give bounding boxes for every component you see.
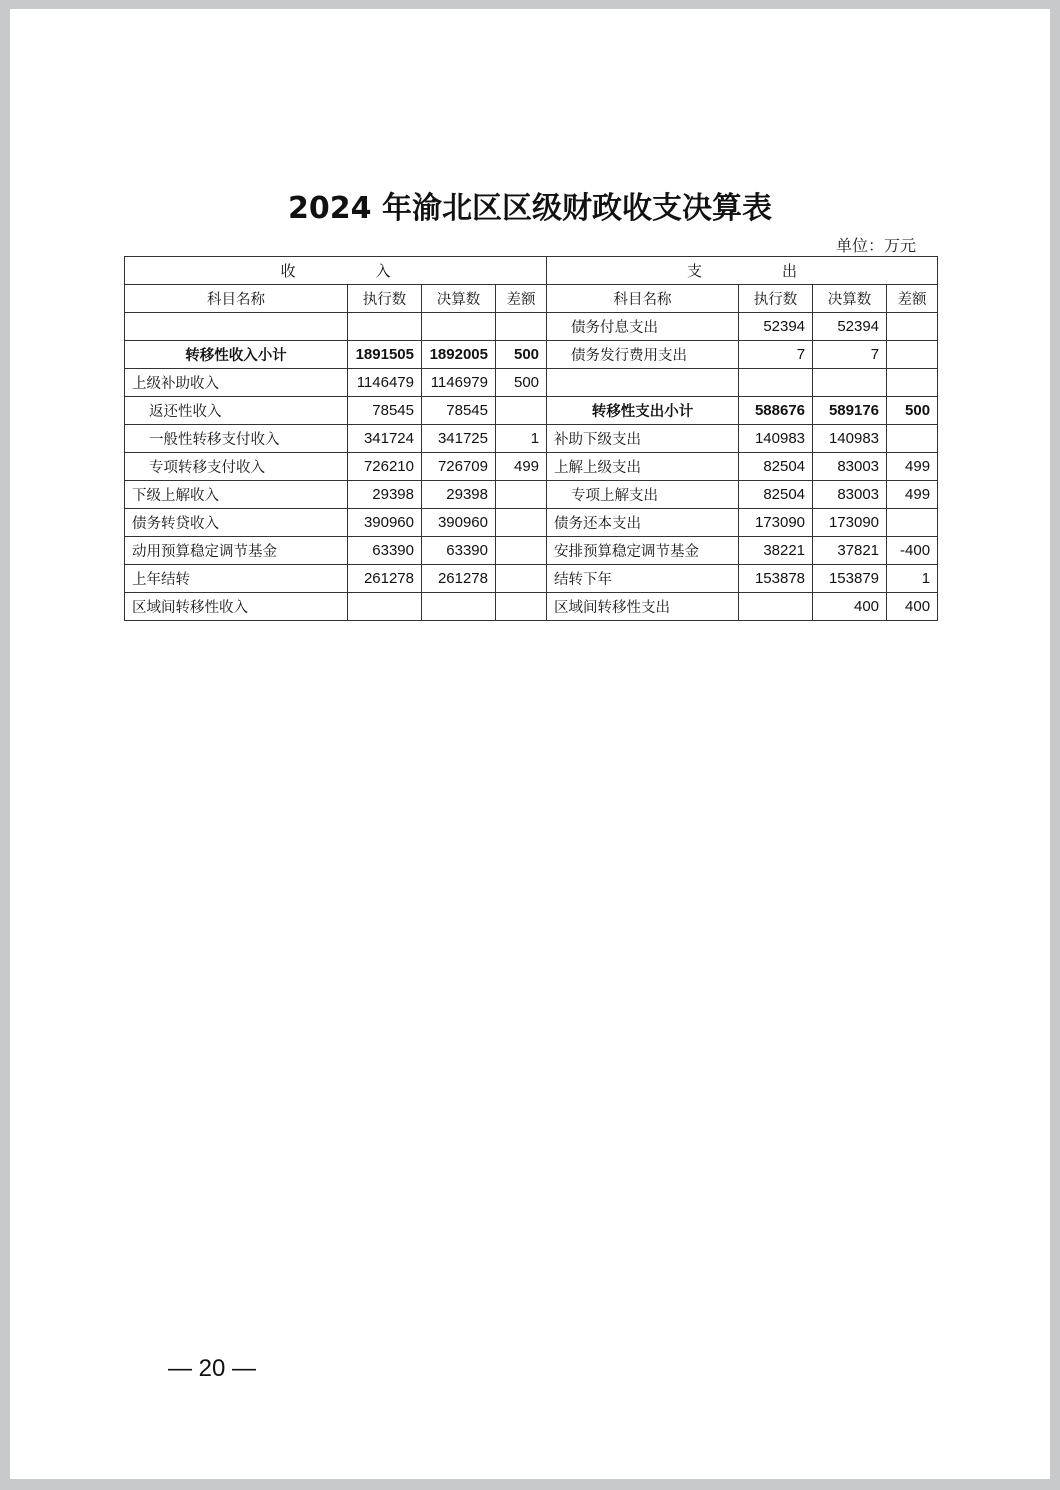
budget-table — [124, 256, 938, 621]
income-header-char-1: 收 — [280, 262, 296, 280]
column-header-row — [125, 285, 938, 313]
cell-out-exec — [739, 369, 813, 397]
cell-out-exec: 173090 — [739, 509, 813, 537]
cell-out-final: 140983 — [813, 425, 887, 453]
cell-in-final: 341725 — [422, 425, 496, 453]
cell-out-diff — [887, 425, 938, 453]
table-row — [125, 593, 938, 621]
table-row — [125, 425, 938, 453]
cell-out-final: 83003 — [813, 481, 887, 509]
cell-out-final: 589176 — [813, 397, 887, 425]
cell-out-diff: 499 — [887, 481, 938, 509]
cell-out-diff — [887, 313, 938, 341]
section-header-row — [125, 257, 938, 285]
cell-out-final: 153879 — [813, 565, 887, 593]
cell-out-final: 37821 — [813, 537, 887, 565]
cell-in-exec: 1891505 — [348, 341, 422, 369]
expense-section-header — [547, 257, 938, 285]
cell-out-exec: 140983 — [739, 425, 813, 453]
cell-in-final — [422, 593, 496, 621]
cell-in-exec — [348, 593, 422, 621]
cell-in-diff — [496, 509, 547, 537]
cell-in-exec: 63390 — [348, 537, 422, 565]
cell-out-name — [547, 369, 739, 397]
cell-in-diff: 500 — [496, 341, 547, 369]
cell-in-diff — [496, 593, 547, 621]
cell-in-exec — [348, 313, 422, 341]
cell-in-exec: 78545 — [348, 397, 422, 425]
cell-out-final: 173090 — [813, 509, 887, 537]
page-sheet — [10, 9, 1050, 1479]
cell-out-name: 补助下级支出 — [547, 425, 739, 453]
income-header-char-2: 入 — [375, 262, 391, 280]
cell-out-name: 转移性支出小计 — [547, 397, 739, 425]
cell-out-name: 安排预算稳定调节基金 — [547, 537, 739, 565]
cell-in-diff — [496, 397, 547, 425]
cell-out-diff: 400 — [887, 593, 938, 621]
cell-in-final: 63390 — [422, 537, 496, 565]
table-row — [125, 565, 938, 593]
table-row — [125, 397, 938, 425]
table-row — [125, 453, 938, 481]
cell-in-final: 261278 — [422, 565, 496, 593]
cell-in-exec: 726210 — [348, 453, 422, 481]
cell-out-exec: 588676 — [739, 397, 813, 425]
cell-in-name: 上级补助收入 — [125, 369, 348, 397]
col-header-expense-final: 决算数 — [813, 285, 887, 313]
cell-out-final: 52394 — [813, 313, 887, 341]
cell-in-name: 返还性收入 — [125, 397, 348, 425]
cell-out-name: 债务付息支出 — [547, 313, 739, 341]
cell-in-final: 390960 — [422, 509, 496, 537]
cell-out-final: 83003 — [813, 453, 887, 481]
cell-out-final: 7 — [813, 341, 887, 369]
cell-out-name: 专项上解支出 — [547, 481, 739, 509]
cell-in-final: 1146979 — [422, 369, 496, 397]
cell-out-diff — [887, 369, 938, 397]
cell-out-exec: 82504 — [739, 453, 813, 481]
table-row — [125, 313, 938, 341]
cell-out-name: 结转下年 — [547, 565, 739, 593]
cell-in-name: 一般性转移支付收入 — [125, 425, 348, 453]
unit-label: 单位：万元 — [835, 236, 916, 255]
cell-out-diff — [887, 341, 938, 369]
col-header-income-name: 科目名称 — [125, 285, 348, 313]
cell-in-name: 区域间转移性收入 — [125, 593, 348, 621]
cell-in-diff: 500 — [496, 369, 547, 397]
col-header-income-exec: 执行数 — [348, 285, 422, 313]
cell-in-diff — [496, 565, 547, 593]
cell-out-name: 债务还本支出 — [547, 509, 739, 537]
cell-out-exec: 82504 — [739, 481, 813, 509]
col-header-income-final: 决算数 — [422, 285, 496, 313]
cell-in-exec: 29398 — [348, 481, 422, 509]
cell-out-exec — [739, 593, 813, 621]
table-row — [125, 509, 938, 537]
cell-in-diff — [496, 481, 547, 509]
cell-in-exec: 261278 — [348, 565, 422, 593]
cell-in-exec: 1146479 — [348, 369, 422, 397]
col-header-income-diff: 差额 — [496, 285, 547, 313]
cell-in-exec: 341724 — [348, 425, 422, 453]
cell-out-exec: 7 — [739, 341, 813, 369]
cell-in-name — [125, 313, 348, 341]
cell-out-name: 区域间转移性支出 — [547, 593, 739, 621]
col-header-expense-name: 科目名称 — [547, 285, 739, 313]
cell-in-final: 29398 — [422, 481, 496, 509]
cell-out-exec: 38221 — [739, 537, 813, 565]
cell-in-final: 726709 — [422, 453, 496, 481]
cell-in-diff: 499 — [496, 453, 547, 481]
cell-in-name: 动用预算稳定调节基金 — [125, 537, 348, 565]
cell-in-diff — [496, 537, 547, 565]
col-header-expense-diff: 差额 — [887, 285, 938, 313]
cell-in-diff: 1 — [496, 425, 547, 453]
col-header-expense-exec: 执行数 — [739, 285, 813, 313]
cell-out-final: 400 — [813, 593, 887, 621]
cell-out-diff: 500 — [887, 397, 938, 425]
table-row — [125, 369, 938, 397]
cell-in-exec: 390960 — [348, 509, 422, 537]
cell-in-final — [422, 313, 496, 341]
cell-in-name: 专项转移支付收入 — [125, 453, 348, 481]
cell-in-final: 78545 — [422, 397, 496, 425]
cell-out-final — [813, 369, 887, 397]
table-row — [125, 341, 938, 369]
table-row — [125, 481, 938, 509]
cell-out-name: 债务发行费用支出 — [547, 341, 739, 369]
cell-out-diff: -400 — [887, 537, 938, 565]
cell-in-name: 上年结转 — [125, 565, 348, 593]
cell-out-diff — [887, 509, 938, 537]
expense-header-char-1: 支 — [687, 262, 703, 280]
cell-in-final: 1892005 — [422, 341, 496, 369]
cell-in-name: 债务转贷收入 — [125, 509, 348, 537]
document-title: 2024 年渝北区区级财政收支决算表 — [288, 191, 772, 226]
cell-in-diff — [496, 313, 547, 341]
cell-out-diff: 499 — [887, 453, 938, 481]
cell-in-name: 下级上解收入 — [125, 481, 348, 509]
cell-in-name: 转移性收入小计 — [125, 341, 348, 369]
cell-out-diff: 1 — [887, 565, 938, 593]
page-number: — 20 — — [168, 1355, 257, 1382]
income-section-header — [125, 257, 547, 285]
cell-out-exec: 52394 — [739, 313, 813, 341]
cell-out-exec: 153878 — [739, 565, 813, 593]
cell-out-name: 上解上级支出 — [547, 453, 739, 481]
table-row — [125, 537, 938, 565]
expense-header-char-2: 出 — [782, 262, 798, 280]
